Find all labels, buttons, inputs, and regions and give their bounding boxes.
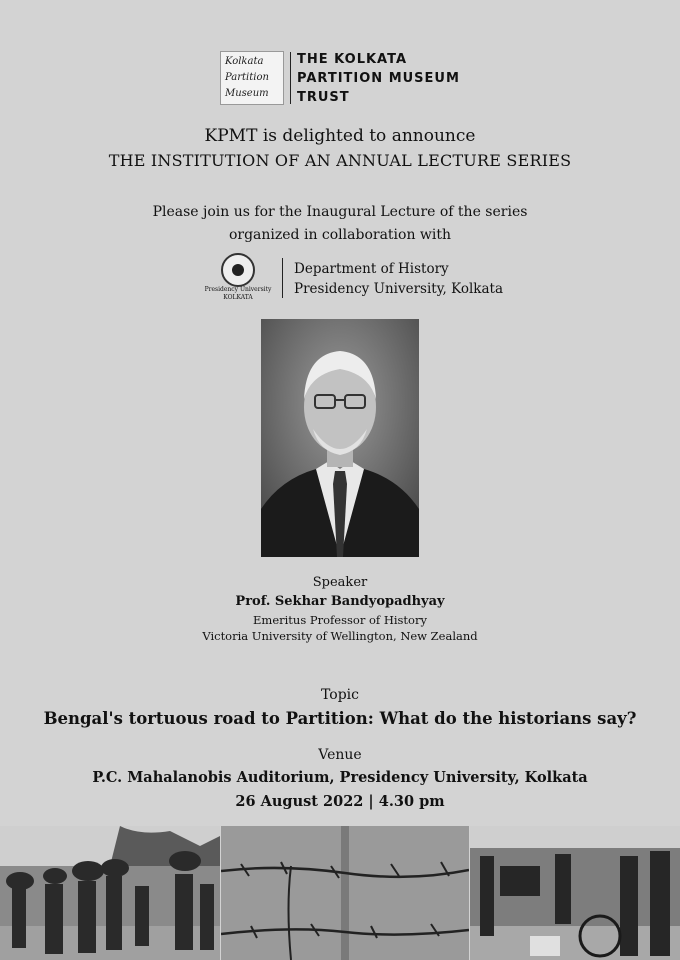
- department-info: [294, 259, 503, 299]
- venue-label: Venue: [318, 747, 362, 763]
- trust-name-line-3: TRUST: [297, 90, 350, 105]
- speaker-name: Prof. Sekhar Bandyopadhyay: [235, 594, 445, 609]
- presidency-university-emblem-icon: [221, 253, 255, 287]
- announcement-line-2: THE INSTITUTION OF AN ANNUAL LECTURE SERIES: [108, 151, 572, 170]
- barbed-wire-photo: [221, 826, 469, 960]
- topic-title: Bengal's tortuous road to Partition: What do the historians say?: [43, 709, 637, 728]
- announcement-line-1: KPMT is delighted to announce: [204, 126, 476, 146]
- event-datetime: 26 August 2022 | 4.30 pm: [235, 793, 445, 810]
- logo-line-2: Partition: [225, 72, 269, 83]
- migrants-cart-photo: [470, 826, 680, 960]
- topic-label: Topic: [321, 687, 359, 703]
- trust-name: [297, 50, 460, 107]
- invitation-line-1: Please join us for the Inaugural Lecture of the series: [152, 204, 528, 220]
- speaker-portrait-image: [261, 319, 419, 557]
- logo-line-3: Museum: [225, 88, 269, 99]
- presidency-university-emblem-name: [196, 286, 280, 302]
- kpmt-logo: [220, 51, 284, 105]
- speaker-label: Speaker: [312, 575, 368, 590]
- emblem-name-line-1: Presidency University: [204, 286, 272, 293]
- trust-name-line-1: THE KOLKATA: [297, 52, 408, 67]
- speaker-photo: [261, 319, 419, 557]
- speaker-role: Emeritus Professor of History: [253, 613, 427, 627]
- trust-name-line-2: PARTITION MUSEUM: [297, 71, 460, 86]
- speaker-institution: Victoria University of Wellington, New Zealand: [202, 629, 478, 643]
- partner-divider: [282, 258, 283, 298]
- emblem-name-line-2: KOLKATA: [223, 294, 253, 301]
- department-name: Department of History: [294, 261, 449, 277]
- logo-line-1: Kolkata: [225, 56, 264, 67]
- venue-place: P.C. Mahalanobis Auditorium, Presidency University, Kolkata: [92, 769, 588, 786]
- university-name: Presidency University, Kolkata: [294, 281, 503, 297]
- invitation-line-2: organized in collaboration with: [228, 227, 452, 243]
- logo-divider: [290, 52, 291, 104]
- refugees-photo: [0, 826, 220, 960]
